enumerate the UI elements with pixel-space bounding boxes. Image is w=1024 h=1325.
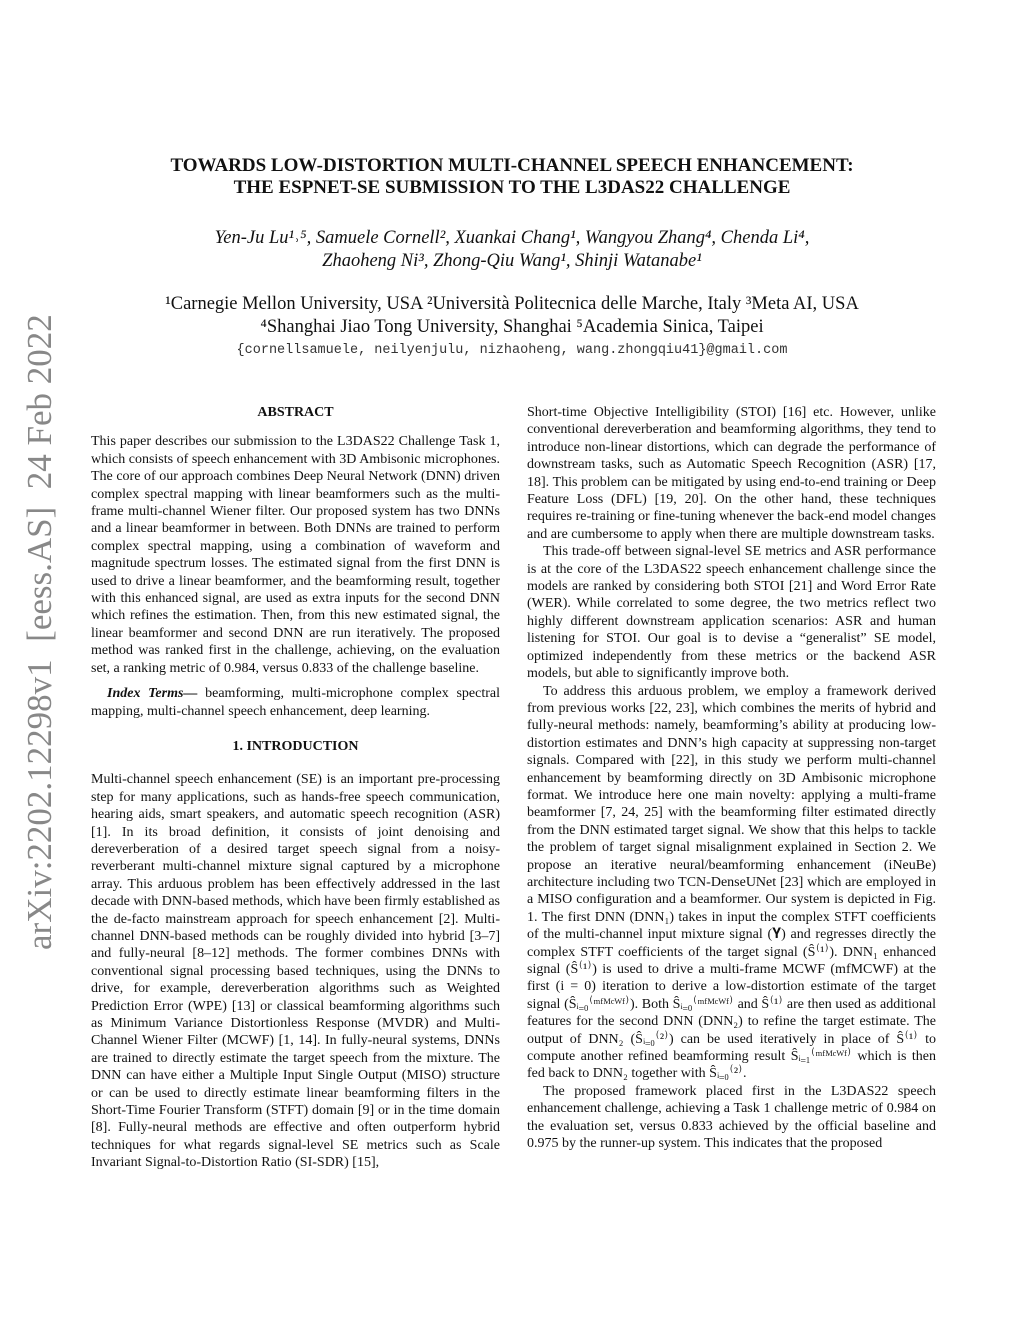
affiliations	[0, 293, 1024, 339]
intro-paragraph: Multi-channel speech enhancement (SE) is an important pre-processing step for many applications, such as hands-free speech communication, hearing aids, smart speakers, and automatic speech recognition (ASR) [1]. In its broad definition, it consists of joint denoising and dereverberation of a desired target speech signal from a noisy-reverberant multi-channel mixture signal captured by a microphone array. This arduous problem has been effectively addressed in the last decade with DNN-based methods, which have been firmly established as the de-facto mainstream approach for speech enhancement [2]. Multi-channel DNN-based methods can be roughly divided into hybrid [3–7] and fully-neural [8–12] methods. The former combines DNNs with conventional signal processing based techniques, using the DNNs to drive, for example, dereverberation algorithms such as Weighted Prediction Error (WPE) [13] or classical beamforming algorithms such as Minimum Variance Distortionless Response (MVDR) and Multi-Channel Wiener Filter (MCWF) [1, 14]. In fully-neural systems, DNNs are trained to directly estimate the target speech from the mixture. The DNN can have either a Multiple Input Single Output (MISO) structure or can be used to directly estimate linear beamforming filters in the Short-Time Fourier Transform (STFT) domain [9] or in the time domain [8]. Fully-neural methods are effective and often outperform hybrid techniques for what regards signal-level SE metrics such as Scale Invariant Signal-to-Distortion Ratio (SI-SDR) [15],	[91, 772, 500, 1171]
title-line: THE ESPNET-SE SUBMISSION TO THE L3DAS22 CHALLENGE	[233, 177, 791, 198]
arxiv-stamp: arXiv:2202.12298v1 [eess.AS] 24 Feb 2022	[20, 314, 59, 950]
left-column	[91, 404, 500, 1172]
paper-title	[0, 155, 1024, 199]
authors-line: Yen-Ju Lu¹˒⁵, Samuele Cornell², Xuankai Chang¹, Wangyou Zhang⁴, Chenda Li⁴,	[214, 228, 810, 248]
affiliation-line: ¹Carnegie Mellon University, USA ²Università Politecnica delle Marche, Italy ³Meta AI, USA	[165, 294, 859, 314]
emails: {cornellsamuele, neilyenjulu, nizhaoheng, wang.zhongqiu41}@gmail.com	[236, 343, 788, 358]
intro-heading: 1. INTRODUCTION	[232, 738, 359, 754]
authors	[0, 227, 1024, 273]
index-terms-label: Index Terms—	[107, 686, 198, 702]
right-column	[527, 404, 936, 1152]
affiliation-line: ⁴Shanghai Jiao Tong University, Shanghai ⁵Academia Sinica, Taipei	[260, 317, 764, 337]
authors-line: Zhaoheng Ni³, Zhong-Qiu Wang¹, Shinji Watanabe¹	[322, 251, 702, 271]
index-terms-text: beamforming, multi-microphone complex spectral mapping, multi-channel speech enhancement, deep learning.	[91, 686, 500, 719]
title-line: TOWARDS LOW-DISTORTION MULTI-CHANNEL SPEECH ENHANCEMENT:	[170, 155, 854, 176]
body-paragraph: This trade-off between signal-level SE metrics and ASR performance is at the core of the L3DAS22 speech enhancement challenge since the models are ranked by considering both STOI [21] and Word Error Rate (WER). While correlated to some degree, the two metrics reflect two highly different downstream application scenarios: ASR and human listening for STOI. Our goal is to devise a “generalist” SE model, optimized independently from these metrics or the backend ASR models, but able to significantly improve both.	[527, 544, 936, 682]
body-paragraph: Short-time Objective Intelligibility (STOI) [16] etc. However, unlike conventional dereverberation and beamforming algorithms, they tend to introduce non-linear distortions, which can degrade the performance of downstream tasks, such as Automatic Speech Recognition (ASR) [17, 18]. This problem can be mitigated by using end-to-end training or Deep Feature Loss (DFL) [19, 20]. On the other hand, these techniques requires re-training or fine-tuning whenever the back-end model changes and are cumbersome to apply when there are multiple downstream tasks.	[527, 405, 936, 542]
abstract-text: This paper describes our submission to the L3DAS22 Challenge Task 1, which consists of speech enhancement with 3D Ambisonic microphones. The core of our approach combines Deep Neural Network (DNN) driven complex spectral mapping with linear beamformers such as the multi-frame multi-channel Wiener filter. Our proposed system has two DNNs and a linear beamformer in between. Both DNNs are trained to perform complex spectral mapping, using a combination of waveform and magnitude spectrum losses. The estimated signal from the first DNN is used to drive a linear beamformer, and the beamforming result, together with this enhanced signal, are used as extra inputs for the second DNN which refines the estimation. Then, from this new estimated signal, the linear beamformer and second DNN are run iteratively. The proposed method was ranked first in the challenge, achieving, on the evaluation set, a ranking metric of 0.984, versus 0.833 of the challenge baseline.	[91, 434, 500, 676]
index-terms	[91, 685, 500, 720]
body-paragraph: To address this arduous problem, we employ a framework derived from previous works [22, 23], which combines the merits of hybrid and fully-neural methods: namely, beamforming’s ability at producing low-distortion estimates and DNN’s high capacity at suppressing non-target signals. Compared with [22], in this study we perform multi-channel enhancement by beamforming directly on 3D Ambisonic microphone format. We introduce here one main novelty: applying a multi-frame beamformer [7, 24, 25] with the beamforming filter estimated directly from the DNN estimated target signal. We show that this helps to tackle the problem of target signal misalignment explained in Section 2. We propose an iterative neural/beamforming enhancement (iNeuBe) architecture including two TCN-DenseUNet [23] which are employed in a MISO configuration and a beamformer. Our system is depicted in Fig. 1. The first DNN (DNN₁) takes in input the complex STFT coefficients of the multi-channel input mixture signal (𝐘) and regresses directly the complex STFT coefficients of the target signal (Ŝ⁽¹⁾). DNN₁ enhanced signal (Ŝ⁽¹⁾) is used to drive a multi-frame MCWF (mfMCWF) at the first (i = 0) iteration to derive a low-distortion estimate of the target signal (Ŝᵢ₌₀⁽ᵐᶠᴹᶜᵂᶠ⁾). Both Ŝᵢ₌₀⁽ᵐᶠᴹᶜᵂᶠ⁾ and Ŝ⁽¹⁾ are then used as additional features for the second DNN (DNN₂) to refine the target estimate. The output of DNN₂ (Ŝᵢ₌₀⁽²⁾) can be used iteratively in place of Ŝ⁽¹⁾ to compute another refined beamforming result Ŝᵢ₌₁⁽ᵐᶠᴹᶜᵂᶠ⁾ which is then fed back to DNN₂ together with Ŝᵢ₌₀⁽²⁾.	[527, 683, 936, 1082]
abstract-heading: ABSTRACT	[257, 405, 334, 420]
body-paragraph: The proposed framework placed first in the L3DAS22 speech enhancement challenge, achieving a Task 1 challenge metric of 0.984 on the evaluation set, versus 0.833 achieved by the official baseline and 0.975 by the runner-up system. This indicates that the proposed	[527, 1083, 936, 1152]
